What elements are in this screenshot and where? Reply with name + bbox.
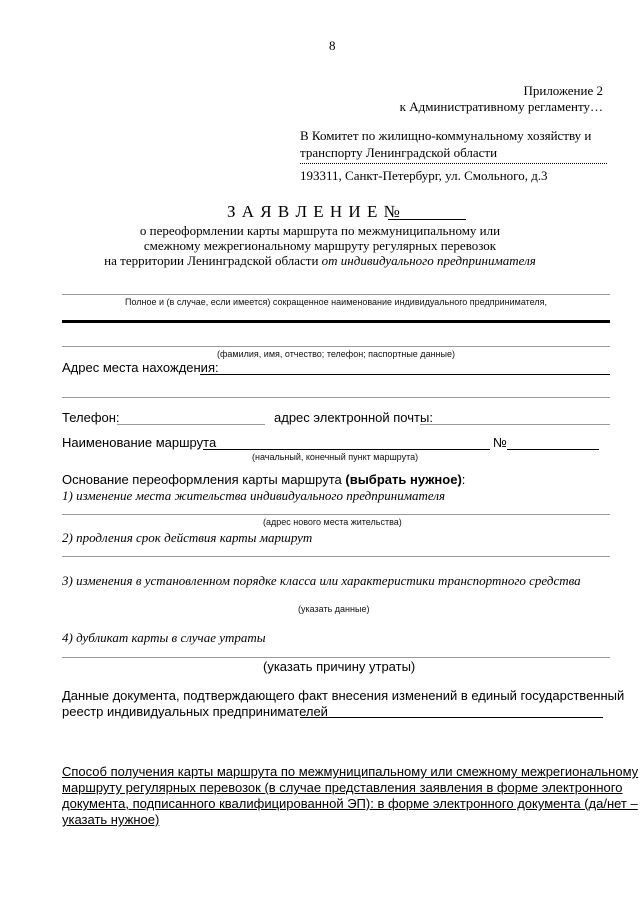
addressee-address: 193311, Санкт-Петербург, ул. Смольного, д.3 bbox=[300, 168, 548, 183]
loss-reason-line[interactable] bbox=[62, 657, 610, 658]
address-line-2[interactable] bbox=[62, 397, 610, 398]
route-number-field[interactable] bbox=[507, 449, 599, 450]
route-field[interactable] bbox=[203, 449, 490, 450]
fio-line[interactable] bbox=[62, 346, 610, 347]
method-line-2: маршруту регулярных перевозок (в случае представления заявления в форме электронного bbox=[62, 780, 623, 795]
new-address-line[interactable] bbox=[62, 514, 610, 515]
appendix-line-2: к Административному регламенту… bbox=[399, 99, 603, 114]
address-field[interactable] bbox=[200, 374, 610, 375]
route-caption: (начальный, конечный пункт маршрута) bbox=[252, 452, 419, 462]
registry-line-2: реестр индивидуальных предпринимателей bbox=[62, 704, 328, 719]
email-field[interactable] bbox=[420, 424, 610, 425]
basis-option-2[interactable]: 2) продления срок действия карты маршрут bbox=[62, 530, 313, 545]
phone-field[interactable] bbox=[117, 424, 265, 425]
email-label: адрес электронной почты: bbox=[274, 410, 433, 425]
title-subline-2: смежному межрегиональному маршруту регулярных перевозок bbox=[143, 238, 497, 253]
registry-line-1: Данные документа, подтверждающего факт внесения изменений в единый государственный bbox=[62, 688, 625, 703]
new-address-caption: (адрес нового места жительства) bbox=[263, 517, 402, 527]
addressee-line-1: В Комитет по жилищно-коммунальному хозяйству и bbox=[300, 128, 592, 143]
basis-intro bbox=[62, 472, 465, 487]
name-caption: Полное и (в случае, если имеется) сокращенное наименование индивидуального предпринимателя, bbox=[125, 297, 547, 307]
page-number: 8 bbox=[329, 38, 336, 53]
address-label: Адрес места нахождения: bbox=[62, 360, 219, 375]
fio-caption: (фамилия, имя, отчество; телефон; паспортные данные) bbox=[217, 349, 455, 359]
title-subline-3 bbox=[0, 253, 640, 269]
phone-label: Телефон: bbox=[62, 410, 120, 425]
loss-reason-caption: (указать причину утраты) bbox=[263, 659, 416, 674]
title-subline-1: о переоформлении карты маршрута по межмуниципальному или bbox=[139, 223, 501, 238]
statement-number-field[interactable] bbox=[388, 219, 466, 220]
statement-title: З А Я В Л Е Н И Е № bbox=[227, 202, 401, 221]
basis-option-4[interactable]: 4) дубликат карты в случае утраты bbox=[62, 630, 266, 645]
basis-intro-end: : bbox=[461, 472, 466, 487]
addressee-divider bbox=[300, 163, 607, 164]
title-subline-3-plain: на территории Ленинградской области bbox=[104, 253, 322, 268]
name-line[interactable] bbox=[62, 294, 610, 295]
title-subline-3-italic: от индивидуального предпринимателя bbox=[321, 253, 536, 268]
registry-field[interactable] bbox=[300, 717, 603, 718]
specify-data-caption: (указать данные) bbox=[298, 604, 370, 614]
addressee-line-2: транспорту Ленинградской области bbox=[300, 145, 498, 160]
route-number-label: № bbox=[493, 435, 507, 450]
option-2-line[interactable] bbox=[62, 556, 610, 557]
appendix-line-1: Приложение 2 bbox=[523, 83, 603, 98]
method-line-1: Способ получения карты маршрута по межмуниципальному или смежному межрегиональному bbox=[62, 764, 639, 779]
basis-intro-text: Основание переоформления карты маршрута bbox=[62, 472, 346, 487]
basis-intro-bold: (выбрать нужное) bbox=[345, 472, 462, 487]
basis-option-3[interactable]: 3) изменения в установленном порядке класса или характеристики транспортного средства bbox=[62, 573, 581, 588]
method-line-3: документа, подписанного квалифицированной ЭП): в форме электронного документа (да/нет – bbox=[62, 796, 638, 811]
route-label: Наименование маршрута bbox=[62, 435, 217, 450]
name-line-bold[interactable] bbox=[62, 320, 610, 323]
method-line-4: указать нужное) bbox=[62, 812, 160, 827]
basis-option-1[interactable]: 1) изменение места жительства индивидуального предпринимателя bbox=[62, 488, 446, 503]
